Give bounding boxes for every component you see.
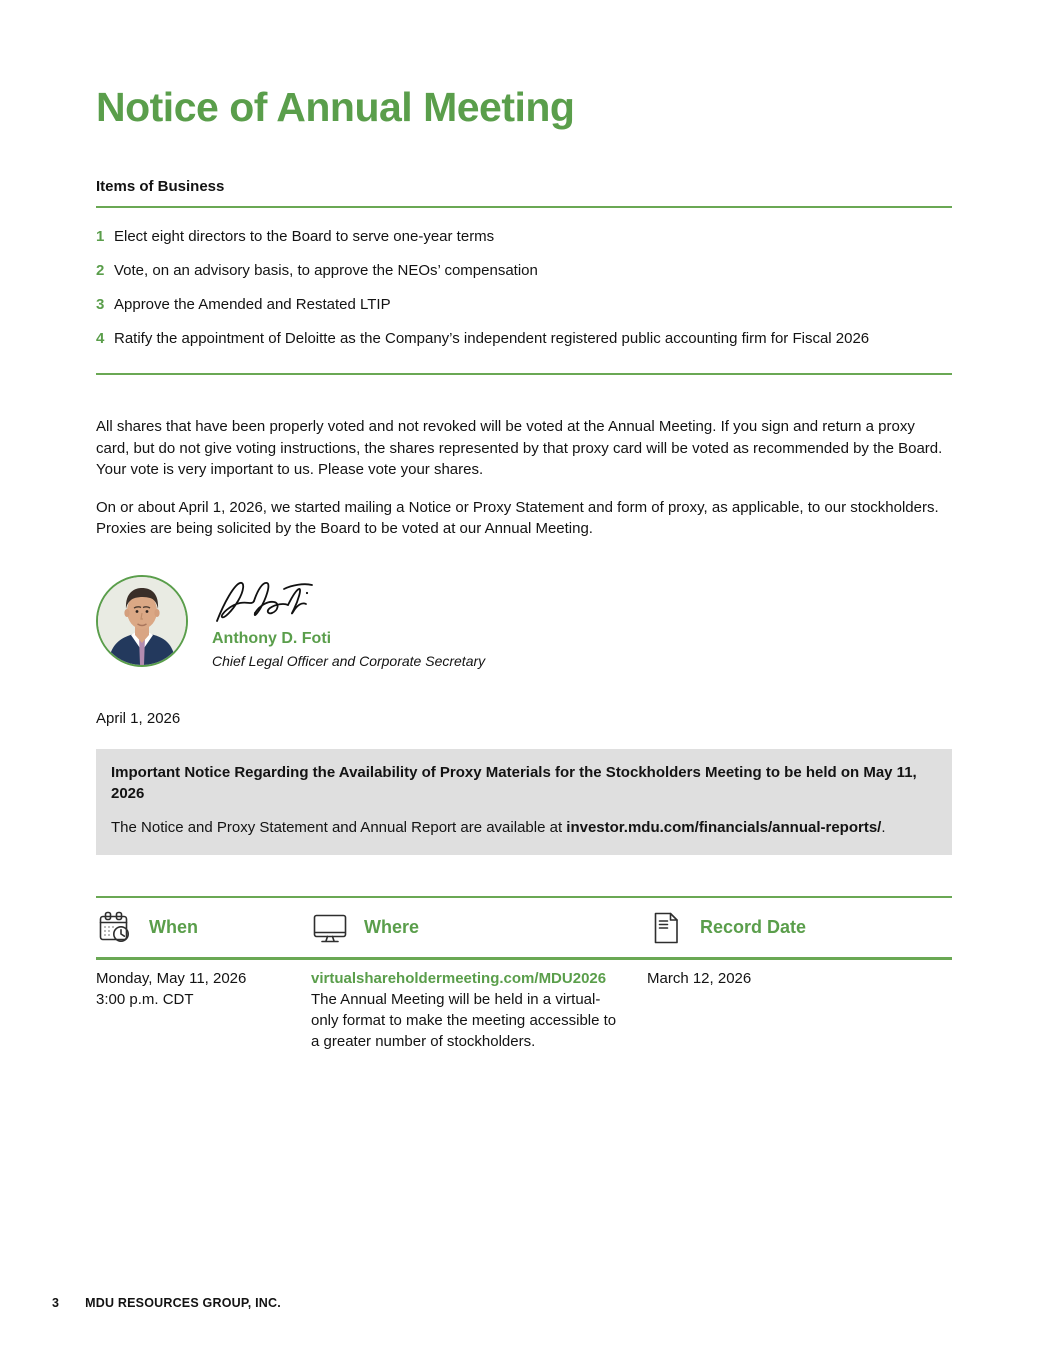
annual-reports-link[interactable]: investor.mdu.com/financials/annual-reports/ bbox=[566, 818, 882, 836]
page-title: Notice of Annual Meeting bbox=[96, 84, 575, 130]
divider-items-bottom bbox=[96, 373, 952, 375]
notice-body-prefix: The Notice and Proxy Statement and Annual Report are available at bbox=[111, 818, 567, 836]
items-of-business-heading: Items of Business bbox=[96, 178, 225, 196]
item-number: 1 bbox=[96, 228, 105, 246]
monitor-icon bbox=[311, 909, 349, 947]
item-text: Approve the Amended and Restated LTIP bbox=[114, 296, 391, 314]
important-notice-box bbox=[96, 749, 952, 855]
calendar-clock-icon bbox=[96, 909, 134, 947]
list-item bbox=[96, 295, 952, 315]
record-date-label: Record Date bbox=[700, 917, 807, 938]
when-date: Monday, May 11, 2026 bbox=[96, 969, 247, 987]
where-description: The Annual Meeting will be held in a virtual-only format to make the meeting accessible to a greater number of stockholders. bbox=[311, 990, 617, 1050]
meeting-info-header-row bbox=[96, 898, 952, 960]
page-footer bbox=[52, 1296, 281, 1310]
when-label: When bbox=[149, 917, 198, 938]
paragraph-mailing: On or about April 1, 2026, we started mailing a Notice or Proxy Statement and form of proxy, as applicable, to our stockholders. Proxies are being solicited by the Board to be voted at our Annual Meeting. bbox=[96, 498, 939, 538]
letter-date: April 1, 2026 bbox=[96, 709, 181, 727]
item-text: Ratify the appointment of Deloitte as the Company’s independent registered public accounting firm for Fiscal 2026 bbox=[114, 330, 870, 348]
item-text: Vote, on an advisory basis, to approve the NEOs’ compensation bbox=[114, 262, 538, 280]
meeting-info-section bbox=[96, 896, 952, 1052]
where-details bbox=[311, 968, 647, 1052]
record-date-details bbox=[647, 968, 952, 1052]
signature-block bbox=[212, 575, 485, 669]
signatory-role: Chief Legal Officer and Corporate Secretary bbox=[212, 652, 486, 669]
virtual-meeting-link[interactable]: virtualshareholdermeeting.com/MDU2026 bbox=[311, 969, 607, 987]
handwritten-signature bbox=[214, 577, 318, 625]
when-header bbox=[96, 909, 311, 947]
list-item bbox=[96, 261, 952, 281]
meeting-info-content-row bbox=[96, 960, 952, 1052]
when-time: 3:00 p.m. CDT bbox=[96, 990, 194, 1008]
page-content bbox=[96, 0, 952, 1052]
portrait-illustration bbox=[98, 577, 186, 665]
document-icon bbox=[647, 909, 685, 947]
notice-body-suffix: . bbox=[881, 818, 886, 836]
signatory-name: Anthony D. Foti bbox=[212, 629, 332, 647]
item-number: 2 bbox=[96, 262, 105, 280]
item-number: 3 bbox=[96, 296, 105, 314]
signatory-block bbox=[96, 575, 952, 669]
where-header bbox=[311, 909, 647, 947]
item-text: Elect eight directors to the Board to serve one-year terms bbox=[114, 228, 495, 246]
record-date-header bbox=[647, 909, 952, 947]
portrait-photo bbox=[96, 575, 188, 667]
where-label: Where bbox=[364, 917, 420, 938]
item-number: 4 bbox=[96, 330, 105, 348]
divider-top bbox=[96, 206, 952, 208]
list-item bbox=[96, 227, 952, 247]
company-name: MDU RESOURCES GROUP, INC. bbox=[85, 1296, 281, 1310]
important-notice-body bbox=[111, 817, 936, 838]
when-details bbox=[96, 968, 311, 1052]
paragraph-voting: All shares that have been properly voted and not revoked will be voted at the Annual Meeting. If you sign and return a proxy card, but do not give voting instructions, the shares represented by that proxy card will be voted as recommended by the Board. Your vote is very important to us. Please vote your shares. bbox=[96, 418, 943, 479]
important-notice-heading: Important Notice Regarding the Availability of Proxy Materials for the Stockholders Meeting to be held on May 11, 2026 bbox=[111, 763, 917, 802]
record-date-value: March 12, 2026 bbox=[647, 969, 752, 987]
list-item bbox=[96, 329, 952, 349]
page-number: 3 bbox=[52, 1296, 60, 1310]
items-of-business-list bbox=[96, 227, 952, 349]
